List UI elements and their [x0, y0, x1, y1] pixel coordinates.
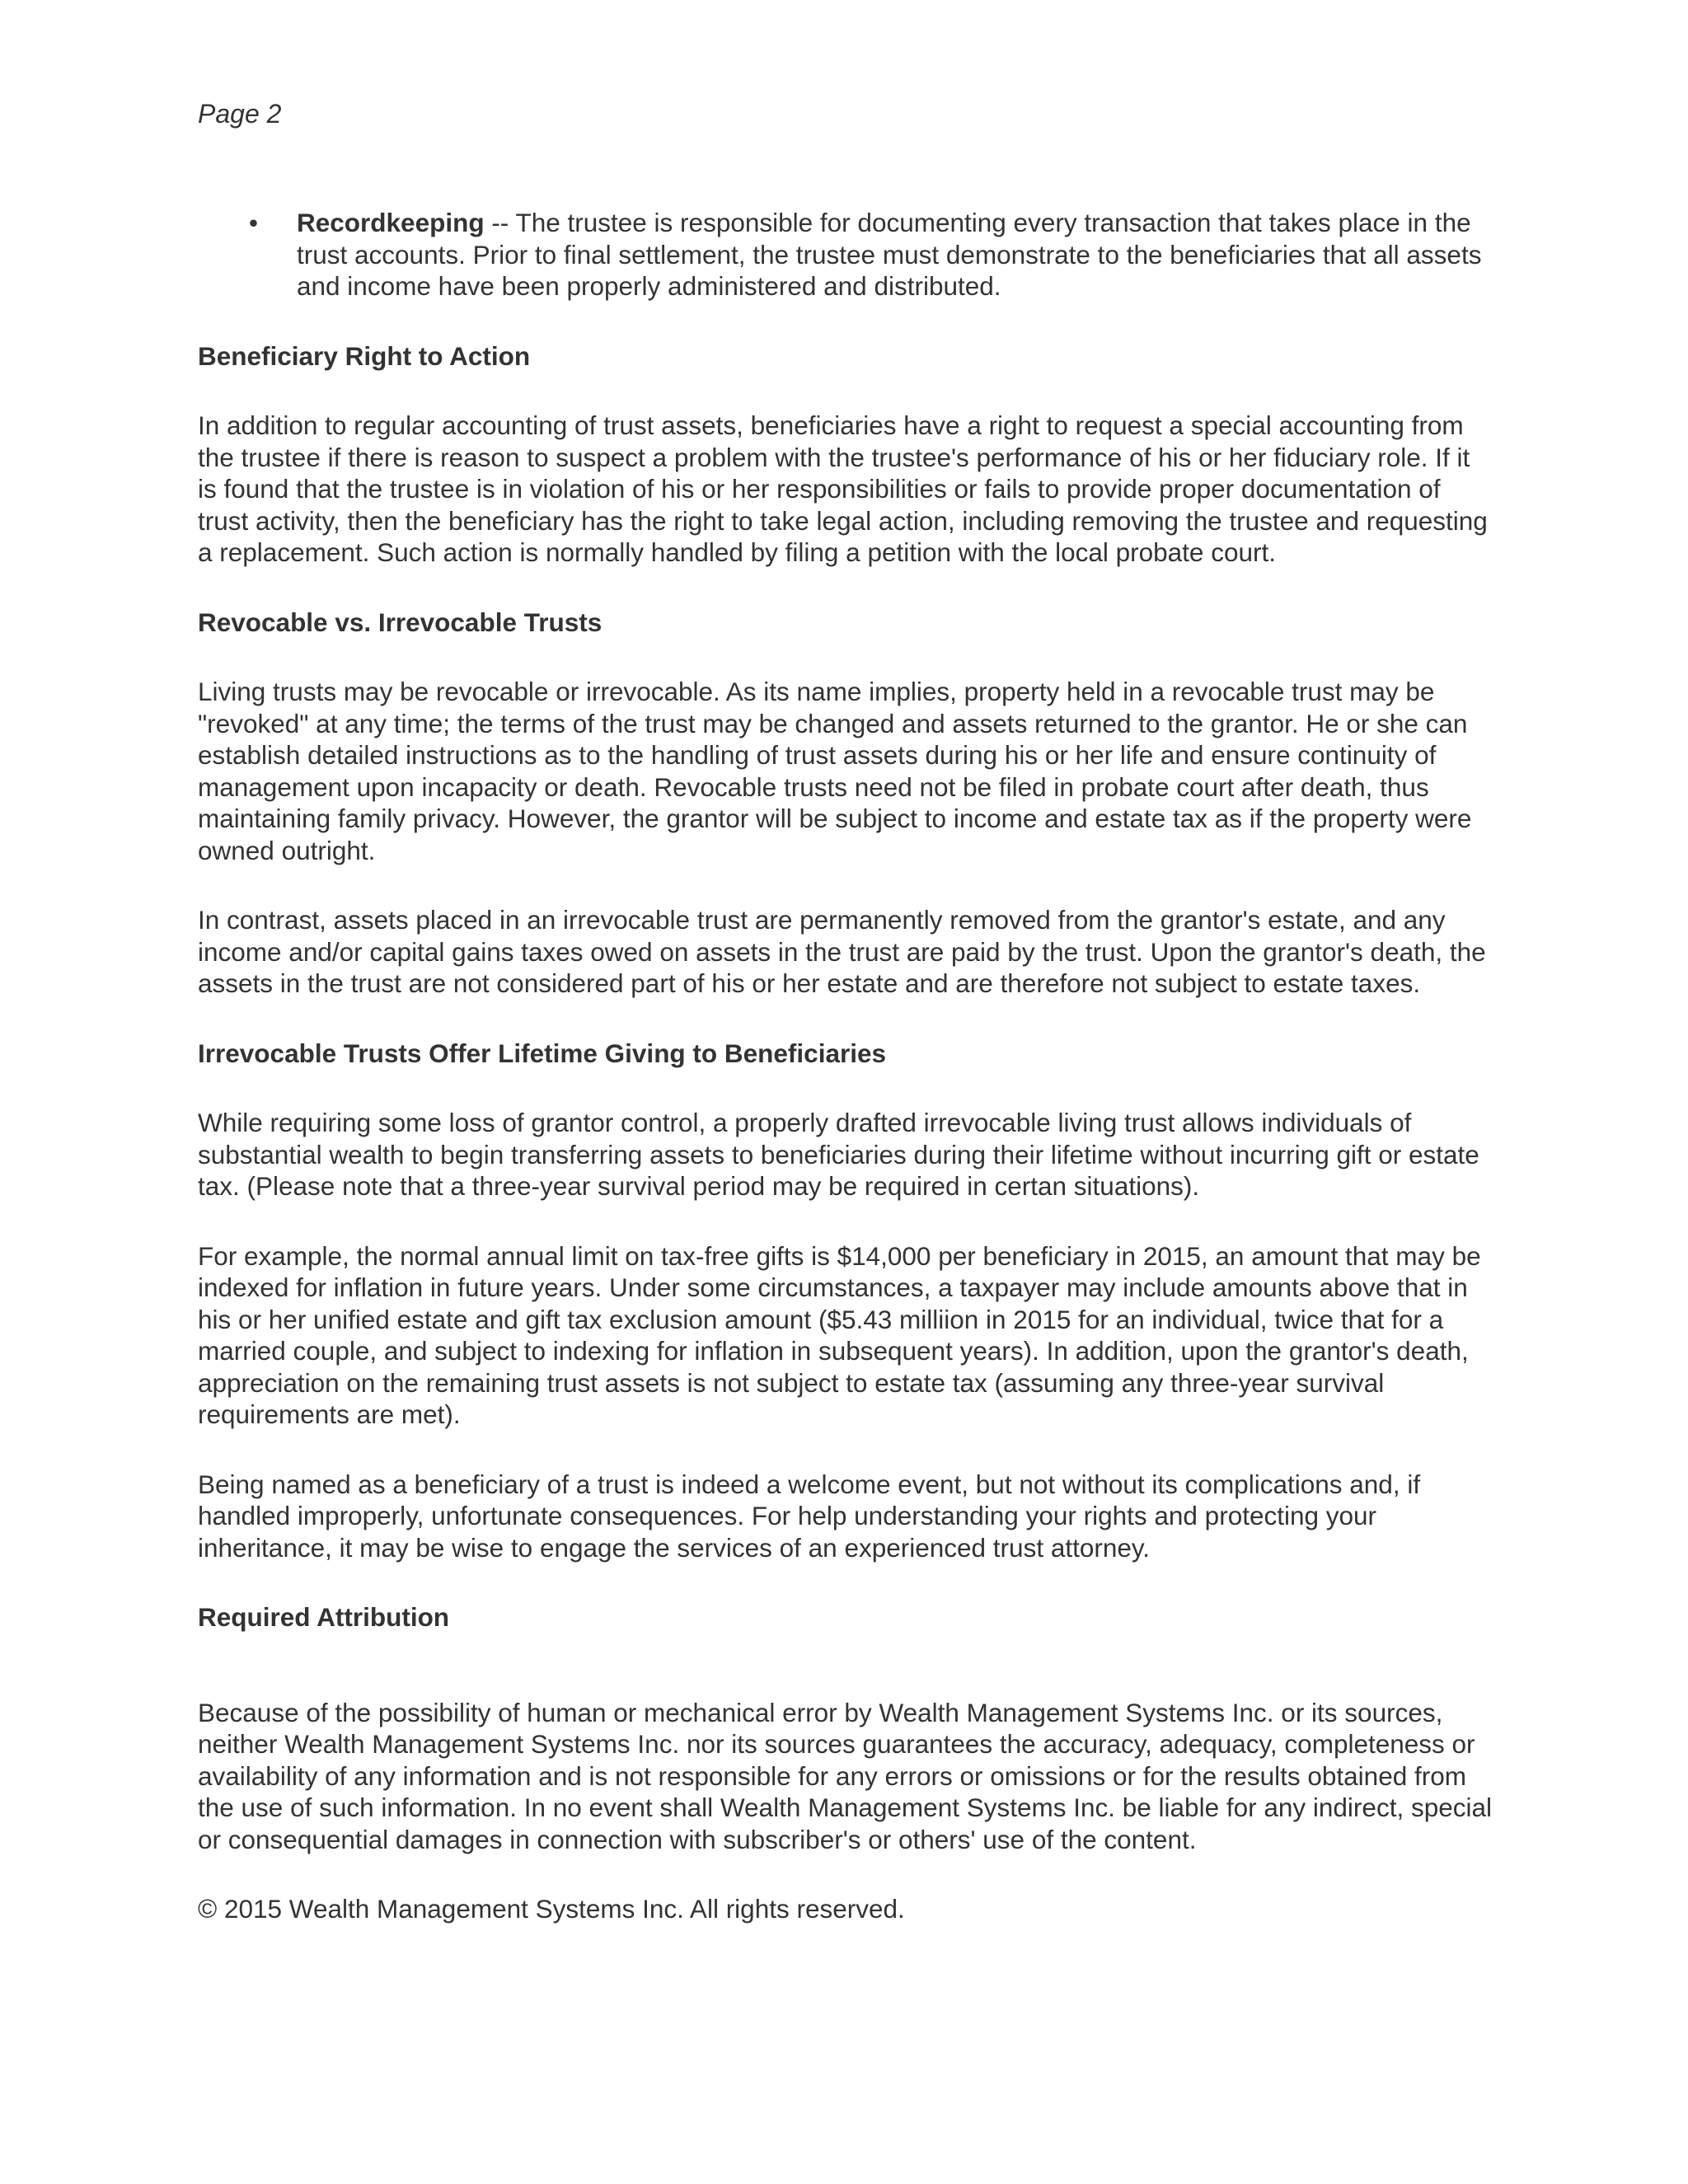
page-number: Page 2 — [198, 99, 282, 129]
paragraph-gift-limit-example: For example, the normal annual limit on tax-free gifts is $14,000 per beneficiary in 2015, an amount that may be indexed for inflation in future years. Under some circumstances, a taxpayer may include amounts above that in his or her unified estate and gift tax exclusion amount ($5.43 milliion in 2015 for an individual, twice that for a married couple, and subject to indexing for inflation in subsequent years). In addition, upon the grantor's death, appreciation on the remaining trust assets is not subject to estate tax (assuming any three-year survival requirements are met). — [198, 1240, 1481, 1429]
paragraph-grantor-control: While requiring some loss of grantor control, a properly drafted irrevocable living trust allows individuals of substantial wealth to begin transferring assets to beneficiaries during their lifetime without incurring gift or estate tax. (Please note that a three-year survival period may be required in certan situations). — [198, 1108, 1479, 1201]
bullet-text: -- The trustee is responsible for documenting every transaction that takes place in the trust accounts. Prior to final settlement, the trustee must demonstrate to the beneficiaries that all assets and income have been properly administered and distributed. — [297, 208, 1482, 301]
heading-required-attribution: Required Attribution — [198, 1602, 450, 1632]
paragraph-beneficiary-advice: Being named as a beneficiary of a trust is indeed a welcome event, but not without its complications and, if handled improperly, unfortunate consequences. For help understanding your rights and protecting your inheritance, it may be wise to engage the services of an experienced trust attorney. — [198, 1469, 1421, 1563]
copyright-notice: © 2015 Wealth Management Systems Inc. All rights reserved. — [198, 1894, 905, 1924]
attribution-spacer — [198, 1671, 1492, 1697]
document-content — [198, 207, 1492, 1925]
heading-lifetime-giving: Irrevocable Trusts Offer Lifetime Giving to Beneficiaries — [198, 1038, 887, 1068]
paragraph-revocable-trusts: Living trusts may be revocable or irrevocable. As its name implies, property held in a revocable trust may be "revoked" at any time; the terms of the trust may be changed and assets returned to the grantor. He or she can establish detailed instructions as to the handling of trust assets during his or her life and ensure continuity of management upon incapacity or death. Revocable trusts need not be filed in probate court after death, thus maintaining family privacy. However, the grantor will be subject to income and estate tax as if the property were owned outright. — [198, 677, 1472, 865]
bullet-title: Recordkeeping — [297, 208, 485, 237]
heading-beneficiary-right-to-action: Beneficiary Right to Action — [198, 340, 531, 371]
paragraph-irrevocable-trusts: In contrast, assets placed in an irrevocable trust are permanently removed from the grantor's estate, and any income and/or capital gains taxes owed on assets in the trust are paid by the trust. Upon the grantor's death, the assets in the trust are not considered part of his or her estate and are therefore not subject to estate taxes. — [198, 905, 1486, 998]
paragraph-beneficiary-right: In addition to regular accounting of trust assets, beneficiaries have a right to request a special accounting from the trustee if there is reason to suspect a problem with the trustee's performance of his or her fiduciary role. If it is found that the trustee is in violation of his or her responsibilities or fails to provide proper documentation of trust activity, then the beneficiary has the right to take legal action, including removing the trustee and requesting a replacement. Such action is normally handled by filing a petition with the local probate court. — [198, 410, 1488, 567]
heading-revocable-vs-irrevocable: Revocable vs. Irrevocable Trusts — [198, 607, 603, 637]
bullet-marker: • — [249, 208, 259, 237]
bullet-item-recordkeeping — [198, 207, 1492, 302]
paragraph-attribution-disclaimer: Because of the possibility of human or mechanical error by Wealth Management Systems Inc. or its sources, neither Wealth Management Systems Inc. nor its sources guarantees the accuracy, adequacy, completeness or availability of any information and is not responsible for any errors or omissions or for the results obtained from the use of such information. In no event shall Wealth Management Systems Inc. be liable for any indirect, special or consequential damages in connection with subscriber's or others' use of the content. — [198, 1697, 1493, 1854]
document-page — [198, 0, 1492, 2184]
